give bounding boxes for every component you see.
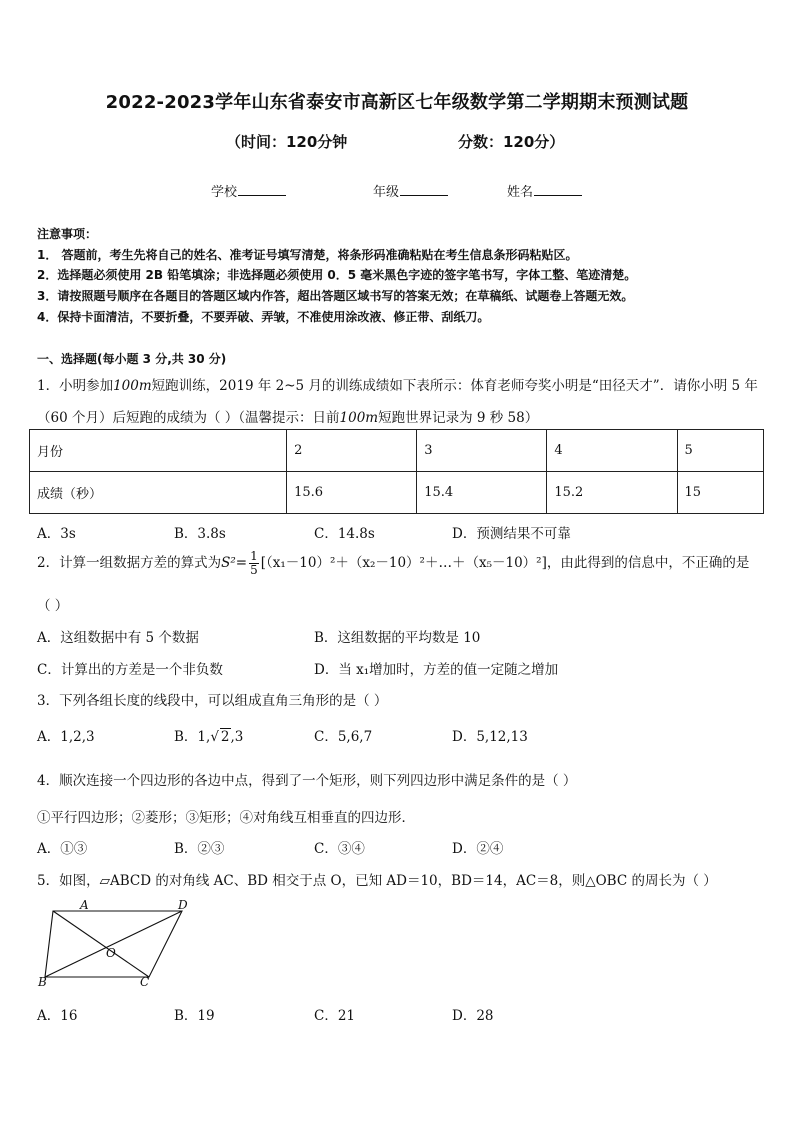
table-cell: 月份: [30, 430, 287, 472]
q4-stem: 4．顺次连接一个四边形的各边中点，得到了一个矩形，则下列四边形中满足条件的是（ ）: [37, 773, 577, 789]
page-title: 2022-2023学年山东省泰安市高新区七年级数学第二学期期末预测试题: [105, 92, 689, 113]
q3-option-a: A．1,2,3: [37, 729, 95, 745]
q1-stem-line1: 1．小明参加100m短跑训练，2019 年 2~5 月的训练成绩如下表所示：体育老师夸奖小明是“田径天才”．请你小明 5 年: [37, 378, 758, 394]
q3-option-b: B．1,√ 2,3: [174, 729, 244, 745]
table-cell: 15.4: [417, 472, 547, 514]
table-cell: 15: [677, 472, 764, 514]
grade-label: 年级: [373, 185, 400, 200]
table-row: [30, 430, 764, 472]
q2-option-b: B．这组数据的平均数是 10: [314, 630, 481, 646]
q1-option-a: A．3s: [37, 526, 76, 542]
grade-field: [373, 181, 448, 200]
q4-option-a: A．①③: [37, 841, 88, 857]
table-cell: 4: [547, 430, 677, 472]
exam-time: （时间：120分钟: [226, 133, 348, 151]
q4-option-b: B．②③: [174, 841, 225, 857]
notes-item-4: 4．保持卡面清洁，不要折叠，不要弄破、弄皱，不准使用涂改液、修正带、刮纸刀。: [37, 310, 490, 324]
table-cell: 5: [677, 430, 764, 472]
table-cell: 15.2: [547, 472, 677, 514]
q5-option-c: C．21: [314, 1008, 356, 1024]
q2-option-c: C．计算出的方差是一个非负数: [37, 662, 223, 678]
diagonal-bd: [45, 911, 182, 977]
exam-score: 分数：120分）: [458, 133, 565, 151]
q2-option-a: A．这组数据中有 5 个数据: [37, 630, 199, 646]
q2-answer-paren: （ ）: [37, 598, 69, 614]
label-c: C: [140, 975, 150, 989]
q3-option-d: D．5,12,13: [452, 729, 528, 745]
table-cell: 成绩（秒）: [30, 472, 287, 514]
table-cell: 3: [417, 430, 547, 472]
q5-option-b: B．19: [174, 1008, 215, 1024]
table-cell: 15.6: [287, 472, 417, 514]
q2-option-d: D．当 x₁增加时，方差的值一定随之增加: [314, 662, 559, 678]
q2-fraction: $\frac{1}{5}$: [250, 549, 258, 577]
q5-stem: 5．如图，▱ABCD 的对角线 AC、BD 相交于点 O，已知 AD＝10，BD＝14，AC＝8，则△OBC 的周长为（ ）: [37, 873, 717, 889]
school-field: [211, 181, 286, 200]
label-d: D: [178, 898, 188, 912]
label-b: B: [38, 975, 47, 989]
notes-item-1: 1． 答题前，考生先将自己的姓名、准考证号填写清楚，将条形码准确粘贴在考生信息条形码粘贴区。: [37, 248, 578, 262]
diagonal-ac: [53, 911, 149, 977]
name-label: 姓名: [507, 185, 534, 200]
table-cell: 2: [287, 430, 417, 472]
q1-table: [29, 429, 764, 514]
section-heading: 一、选择题(每小题 3 分,共 30 分): [37, 352, 227, 366]
notes-item-2: 2．选择题必须使用 2B 铅笔填涂；非选择题必须使用 0．5 毫米黑色字迹的签字笔书写，字体工整、笔迹清楚。: [37, 268, 637, 282]
school-label: 学校: [211, 185, 238, 200]
q1-option-c: C．14.8s: [314, 526, 375, 542]
notes-heading: 注意事项：: [37, 227, 98, 241]
parallelogram-figure: [36, 896, 196, 990]
q5-option-a: A．16: [37, 1008, 78, 1024]
q3-option-c: C．5,6,7: [314, 729, 373, 745]
q1-option-d: D．预测结果不可靠: [452, 526, 571, 542]
label-a: A: [80, 898, 89, 912]
notes-item-3: 3．请按照题号顺序在各题目的答题区域内作答，超出答题区域书写的答案无效；在草稿纸、试题卷上答题无效。: [37, 289, 634, 303]
q2-stem: 2．计算一组数据方差的算式为S²= $\frac{1}{5}$ [（x₁－10）²＋（x₂－10）²＋…＋（x₅－10）²]，由此得到的信息中，不正确的是: [37, 549, 750, 577]
q4-choices: ①平行四边形；②菱形；③矩形；④对角线互相垂直的四边形．: [37, 810, 415, 826]
q1-stem-line2: （60 个月）后短跑的成绩为（ ）（温馨提示：日前100m短跑世界记录为 9 秒 58）: [37, 410, 539, 426]
label-o: O: [106, 946, 116, 960]
table-row: [30, 472, 764, 514]
name-field: [507, 181, 582, 200]
q5-option-d: D．28: [452, 1008, 494, 1024]
q3-stem: 3．下列各组长度的线段中，可以组成直角三角形的是（ ）: [37, 693, 388, 709]
q1-option-b: B．3.8s: [174, 526, 226, 542]
q4-option-d: D．②④: [452, 841, 504, 857]
q4-option-c: C．③④: [314, 841, 365, 857]
